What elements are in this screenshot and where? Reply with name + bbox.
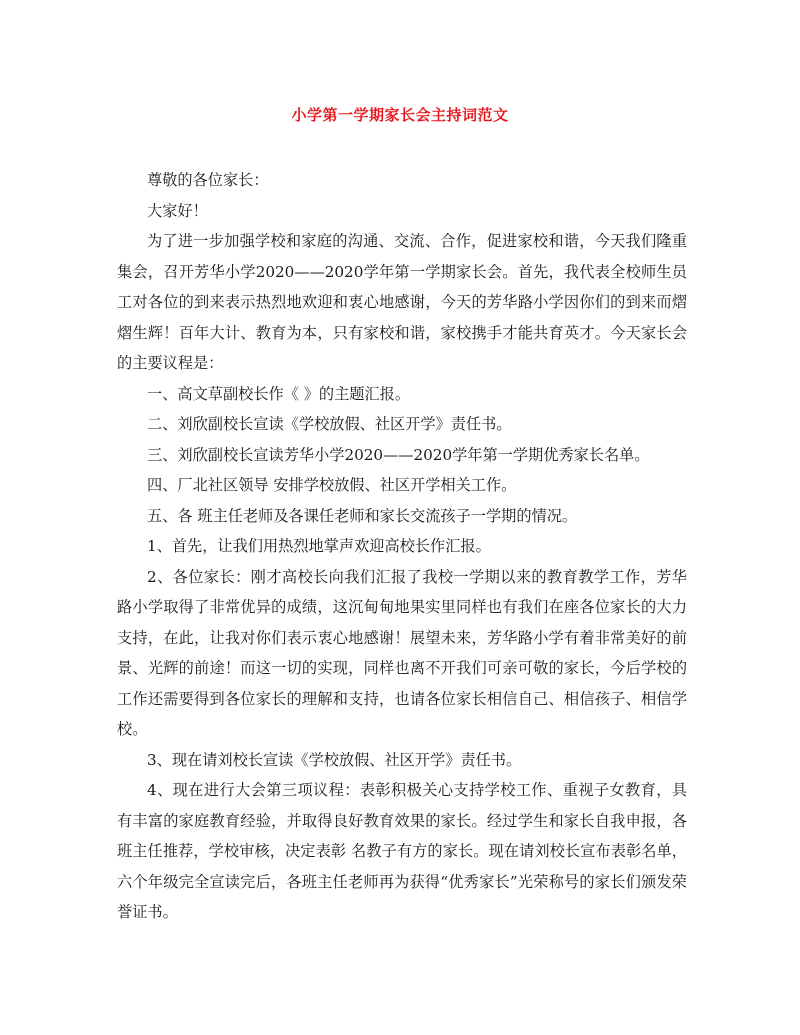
paragraph-greeting: 大家好！ bbox=[147, 201, 208, 220]
agenda-item-4: 四、厂北社区领导 安排学校放假、社区开学相关工作。 bbox=[147, 476, 517, 494]
agenda-item-5: 五、各 班主任老师及各课任老师和家长交流孩子一学期的情况。 bbox=[147, 506, 578, 525]
step-4-paragraph: 4、现在进行大会第三项议程：表彰积极关心支持学校工作、重视子女教育，具有丰富的家庭教育经验，并取得良好教育效果的家长。经过学生和家长自我申报，各班主任推荐，学校审核，决定表彰 名教子有方的家长。现在请刘校长宣布表彰名单，六个年级完全宣读完后，各班主任老师再为获得“优秀家长”光荣称号的家长们颁发荣誉证书。 bbox=[117, 781, 687, 921]
document-body bbox=[117, 165, 687, 928]
paragraph-introduction: 为了进一步加强学校和家庭的沟通、交流、合作，促进家校和谐，今天我们隆重集会，召开芳华小学2020——2020学年第一学期家长会。首先，我代表全校师生员工对各位的到来表示热烈地欢迎和衷心地感谢，今天的芳华路小学因你们的到来而熠熠生辉！百年大计、教育为本，只有家校和谐，家校携手才能共育英才。今天家长会的主要议程是： bbox=[117, 232, 687, 372]
paragraph-salutation: 尊敬的各位家长： bbox=[147, 171, 269, 189]
step-3-paragraph: 3、现在请刘校长宣读《学校放假、社区开学》责任书。 bbox=[147, 750, 522, 769]
agenda-item-1: 一、高文草副校长作《 》的主题汇报。 bbox=[147, 384, 411, 403]
agenda-item-3: 三、刘欣副校长宣读芳华小学2020——2020学年第一学期优秀家长名单。 bbox=[147, 445, 650, 464]
document-title: 小学第一学期家长会主持词范文 bbox=[291, 106, 509, 124]
step-1-paragraph: 1、首先，让我们用热烈地掌声欢迎高校长作汇报。 bbox=[147, 537, 491, 555]
step-2-paragraph: 2、各位家长：刚才高校长向我们汇报了我校一学期以来的教育教学工作，芳华路小学取得了非常优异的成绩，这沉甸甸地果实里同样也有我们在座各位家长的大力支持，在此，让我对你们表示衷心地感谢！展望未来，芳华路小学有着非常美好的前景、光辉的前途！而这一切的实现，同样也离不开我们可亲可敬的家长，今后学校的工作还需要得到各位家长的理解和支持，也请各位家长相信自己、相信孩子、相信学校。 bbox=[117, 567, 687, 738]
agenda-item-2: 二、刘欣副校长宣读《学校放假、社区开学》责任书。 bbox=[147, 415, 512, 433]
